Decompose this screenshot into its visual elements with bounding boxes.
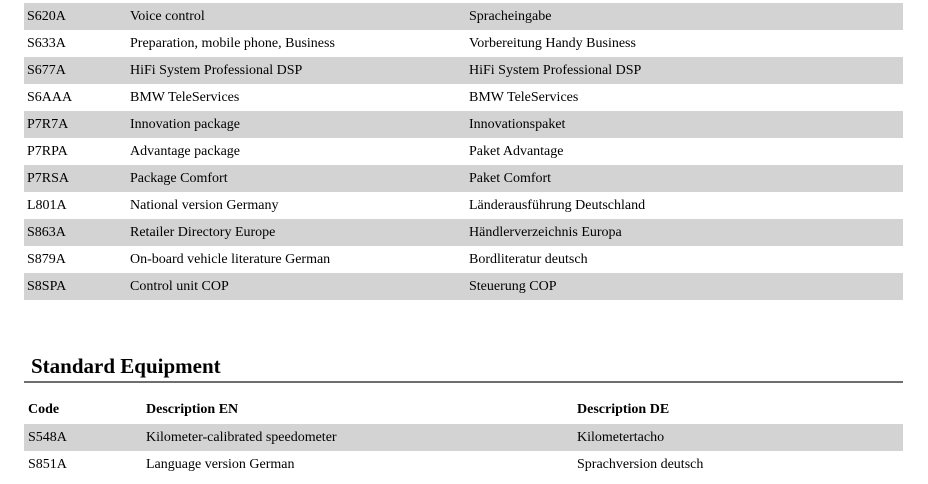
equipment-description-de: Kilometertacho: [577, 430, 665, 445]
table-row: [24, 3, 903, 30]
option-code: S6AAA: [27, 90, 73, 105]
option-description-de: Länderausführung Deutschland: [469, 198, 646, 213]
option-description-de: Bordliteratur deutsch: [469, 252, 588, 267]
option-code: P7R7A: [27, 117, 69, 132]
table-row: [24, 424, 903, 451]
option-description-de: Paket Advantage: [469, 144, 564, 159]
option-description-de: Händlerverzeichnis Europa: [469, 225, 622, 240]
table-row: [24, 84, 903, 111]
option-description-en: On-board vehicle literature German: [130, 252, 331, 267]
option-code: S677A: [27, 63, 66, 78]
table-row: [24, 111, 903, 138]
table-row: [24, 138, 903, 165]
section-divider: [24, 381, 903, 383]
option-code: L801A: [27, 198, 67, 213]
option-description-en: Innovation package: [130, 117, 241, 132]
option-description-de: Paket Comfort: [469, 171, 552, 186]
table-row: [24, 219, 903, 246]
option-code: S620A: [27, 9, 66, 24]
equipment-description-en: Kilometer-calibrated speedometer: [146, 430, 337, 445]
option-description-de: HiFi System Professional DSP: [469, 63, 642, 78]
option-code: S879A: [27, 252, 66, 267]
table-row: [24, 273, 903, 300]
option-description-en: National version Germany: [130, 198, 279, 213]
standard-equipment-table: [24, 396, 903, 478]
table-header-row: [24, 396, 903, 424]
option-description-de: Innovationspaket: [469, 117, 566, 132]
option-description-de: Steuerung COP: [469, 279, 557, 294]
section-title: Standard Equipment: [31, 354, 221, 378]
column-header-description-de: Description DE: [577, 402, 670, 417]
option-description-en: BMW TeleServices: [130, 90, 240, 105]
option-description-en: Preparation, mobile phone, Business: [130, 36, 335, 51]
table-row: [24, 451, 903, 478]
table-row: [24, 57, 903, 84]
option-description-de: BMW TeleServices: [469, 90, 579, 105]
equipment-description-en: Language version German: [146, 457, 295, 472]
option-description-en: Voice control: [130, 9, 205, 24]
option-description-en: Advantage package: [130, 144, 240, 159]
option-code: S633A: [27, 36, 66, 51]
option-code: S8SPA: [27, 279, 67, 294]
option-description-en: Package Comfort: [130, 171, 228, 186]
table-row: [24, 30, 903, 57]
column-header-code: Code: [28, 402, 60, 417]
equipment-code: S548A: [28, 430, 67, 445]
column-header-description-en: Description EN: [146, 402, 239, 417]
table-row: [24, 192, 903, 219]
table-row: [24, 246, 903, 273]
option-description-de: Vorbereitung Handy Business: [469, 36, 636, 51]
option-description-en: Control unit COP: [130, 279, 229, 294]
option-code: P7RPA: [27, 144, 68, 159]
equipment-code: S851A: [28, 457, 67, 472]
options-table: [24, 3, 903, 300]
option-description-en: Retailer Directory Europe: [130, 225, 276, 240]
table-row: [24, 165, 903, 192]
equipment-description-de: Sprachversion deutsch: [577, 457, 704, 472]
option-description-de: Spracheingabe: [469, 9, 552, 24]
option-code: P7RSA: [27, 171, 70, 186]
option-code: S863A: [27, 225, 66, 240]
option-description-en: HiFi System Professional DSP: [130, 63, 303, 78]
